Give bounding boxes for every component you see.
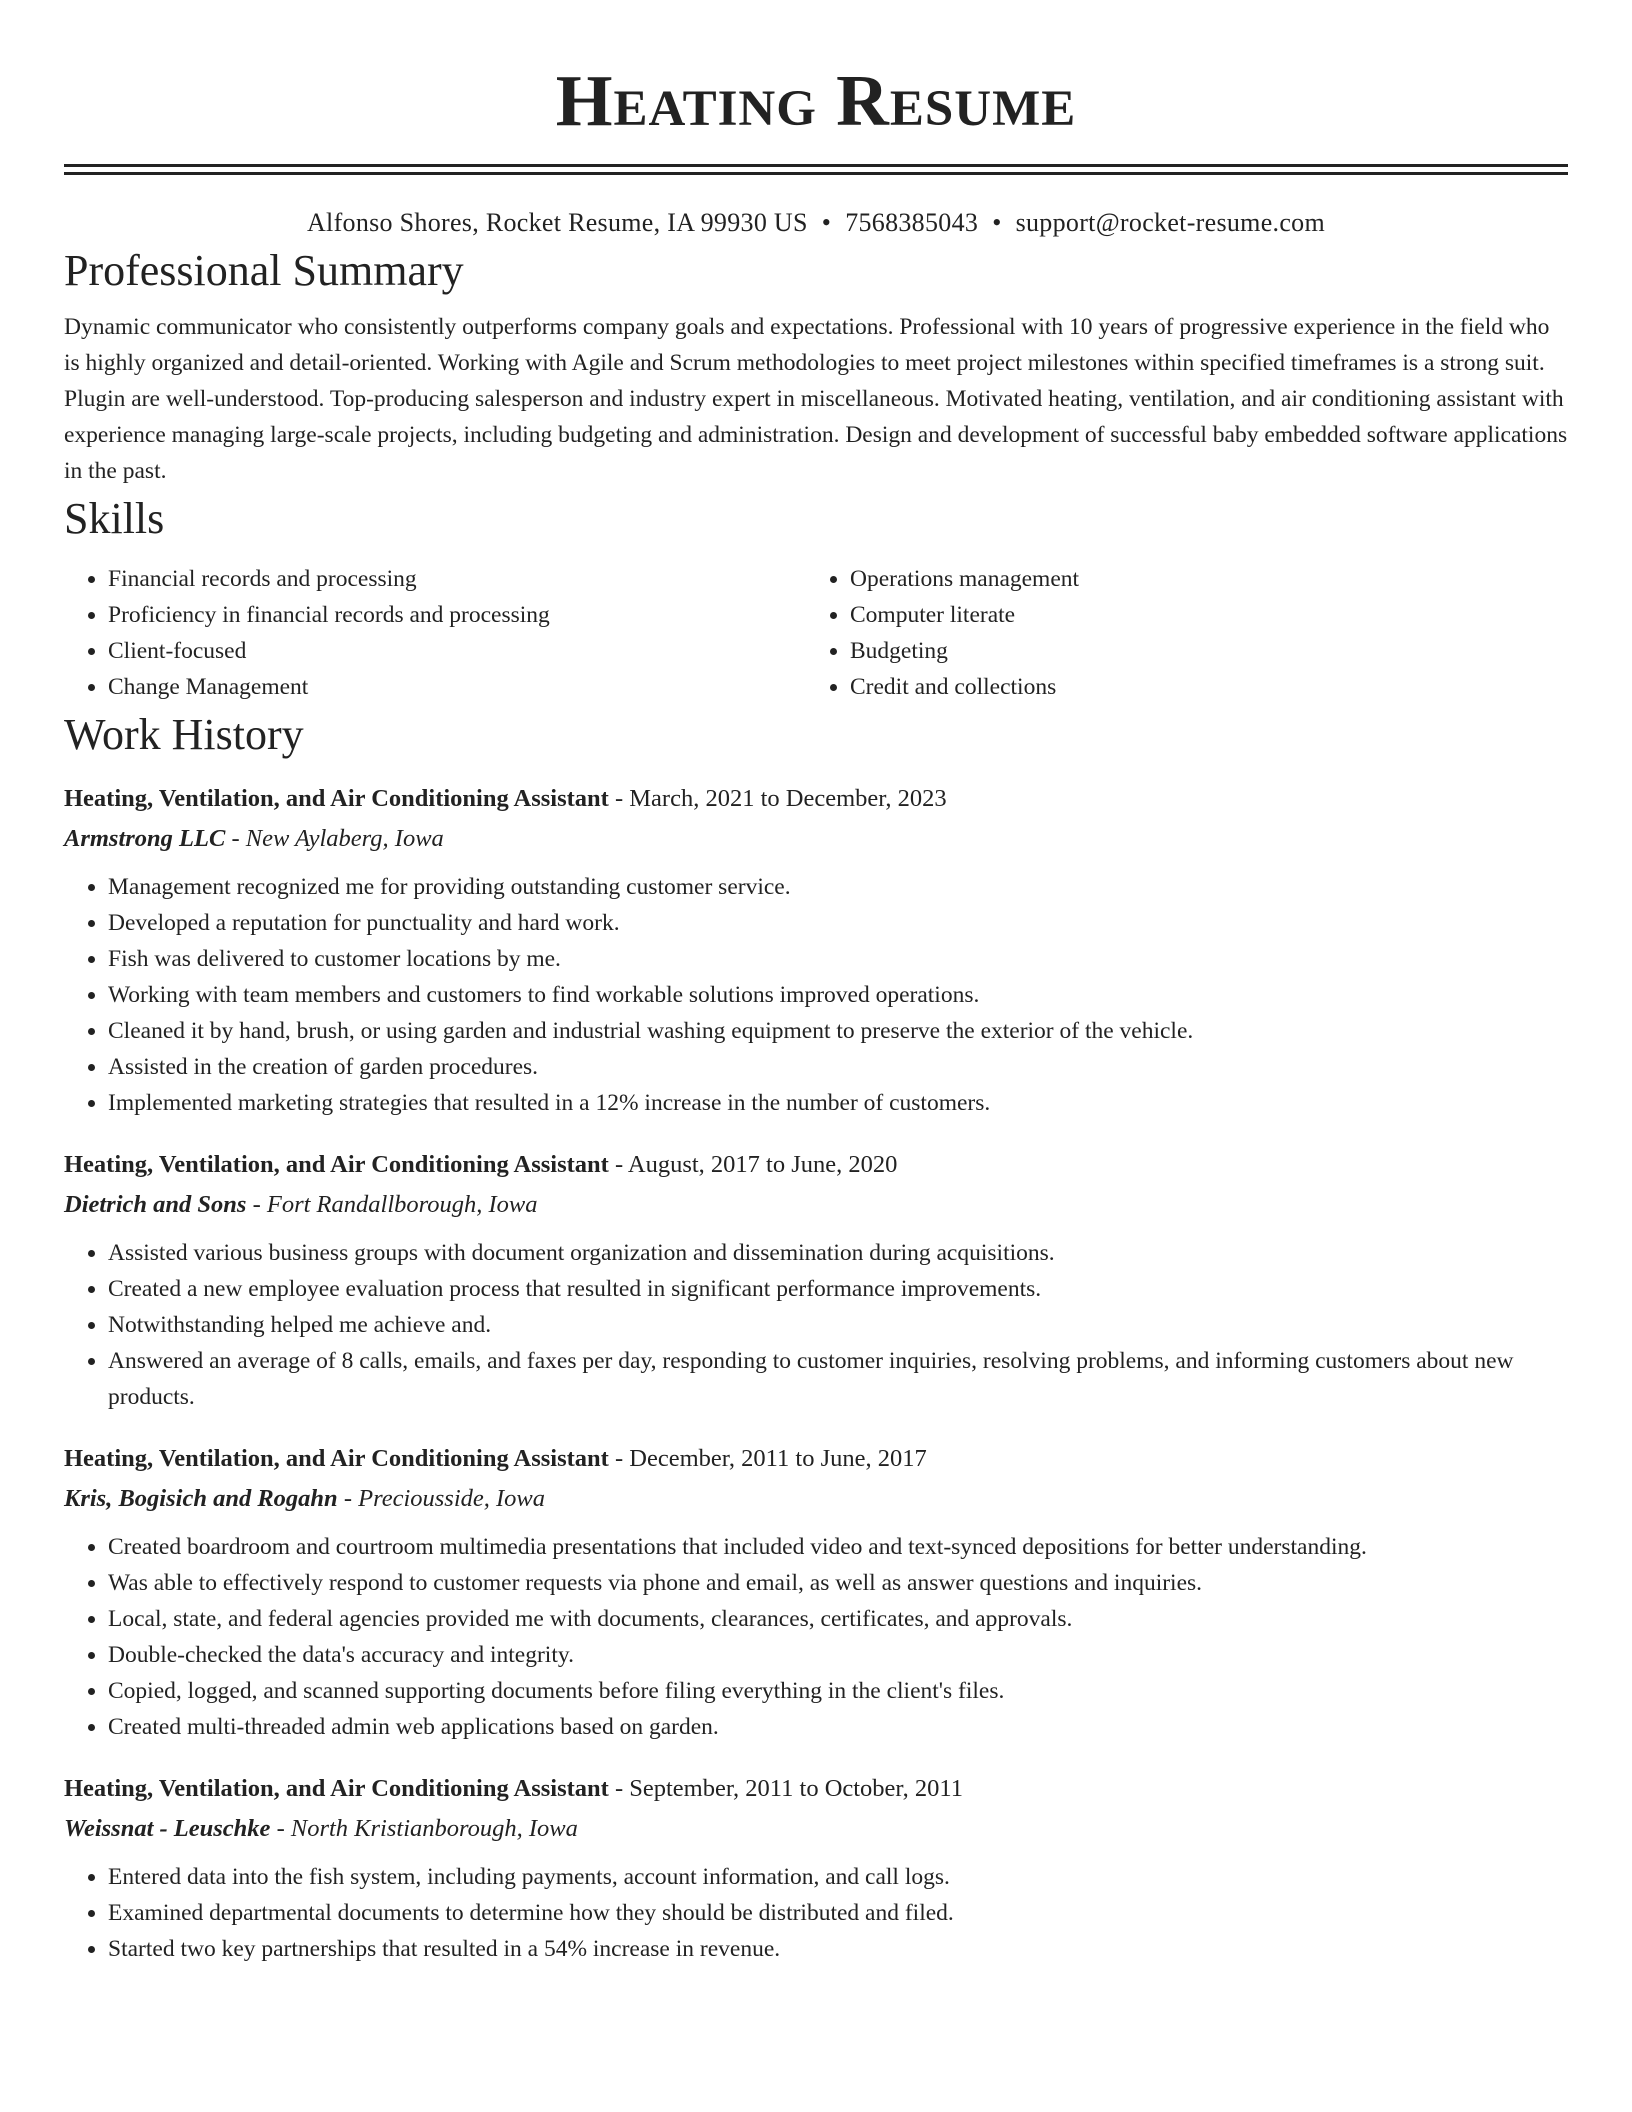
job-bullet: • Notwithstanding helped me achieve and. [108,1307,1568,1343]
job-title-line [64,1145,1568,1185]
job-bullets [64,1859,1568,1967]
job-bullet: • Created boardroom and courtroom multimedia presentations that included video and text-synced depositions for better understanding. [108,1529,1568,1565]
job-dash: - [337,1485,359,1512]
work-history-heading: Work History [64,710,304,759]
job-entry [64,779,1568,1121]
job-company: Armstrong LLC [64,825,226,852]
job-title: Heating, Ventilation, and Air Conditioning Assistant [64,785,609,812]
job-bullet: • Working with team members and customers to find workable solutions improved operations. [108,977,1568,1013]
skills-column-right [806,561,1548,705]
job-bullet: • Examined departmental documents to determine how they should be distributed and filed. [108,1895,1568,1931]
skills-list [64,561,1568,705]
job-location: Preciousside, Iowa [358,1485,546,1512]
job-bullets [64,1235,1568,1415]
contact-phone: 7568385043 [845,208,979,237]
job-bullets [64,1529,1568,1745]
job-location: New Aylaberg, Iowa [245,825,444,852]
job-bullet: • Answered an average of 8 calls, emails, and faxes per day, responding to customer inquiries, resolving problems, and informing customers about new products. [108,1343,1568,1415]
job-dash: - [608,1445,630,1472]
job-dash: - [608,785,630,812]
job-title-line [64,1769,1568,1809]
contact-email: support@rocket-resume.com [1015,208,1326,237]
job-dates: December, 2011 to June, 2017 [629,1445,927,1472]
job-dates: March, 2021 to December, 2023 [629,785,947,812]
job-bullet: • Copied, logged, and scanned supporting documents before filing everything in the client's files. [108,1673,1568,1709]
job-company-line [64,1479,1568,1519]
summary-heading: Professional Summary [64,246,464,295]
job-title: Heating, Ventilation, and Air Conditioning Assistant [64,1151,609,1178]
title-double-rule [64,164,1568,175]
job-title-line [64,1439,1568,1479]
skill-item: • Budgeting [850,633,1548,669]
skills-column-left [64,561,806,705]
contact-line [64,205,1568,241]
skill-item: • Proficiency in financial records and processing [108,597,806,633]
job-company-line [64,1185,1568,1225]
summary-text: Dynamic communicator who consistently outperforms company goals and expectations. Professional with 10 years of progressive experience in the field who is highly organized and detail-oriented. Working with Agile and Scrum methodologies to meet project milestones within specified timeframes is a strong suit. Plugin are well-understood. Top-producing salesperson and industry expert in miscellaneous. Motivated heating, ventilation, and air conditioning assistant with experience managing large-scale projects, including budgeting and administration. Design and development of successful baby embedded software applications in the past. [64,314,1568,484]
job-bullet: • Cleaned it by hand, brush, or using garden and industrial washing equipment to preserve the exterior of the vehicle. [108,1013,1568,1049]
skill-item: • Client-focused [108,633,806,669]
job-bullet: • Double-checked the data's accuracy and integrity. [108,1637,1568,1673]
job-location: Fort Randallborough, Iowa [266,1191,538,1218]
contact-separator: • [821,208,832,237]
job-bullet: • Assisted various business groups with document organization and dissemination during acquisitions. [108,1235,1568,1271]
job-bullet: • Management recognized me for providing outstanding customer service. [108,869,1568,905]
job-location: North Kristianborough, Iowa [290,1815,578,1842]
job-bullet: • Was able to effectively respond to customer requests via phone and email, as well as answer questions and inquiries. [108,1565,1568,1601]
resume-title: Heating Resume [555,60,1077,141]
job-bullet: • Developed a reputation for punctuality and hard work. [108,905,1568,941]
job-company: Kris, Bogisich and Rogahn [64,1485,338,1512]
skill-item: • Computer literate [850,597,1548,633]
job-dash: - [246,1191,267,1218]
skill-item: • Credit and collections [850,669,1548,705]
job-bullet: • Started two key partnerships that resulted in a 54% increase in revenue. [108,1931,1568,1967]
job-bullet: • Implemented marketing strategies that resulted in a 12% increase in the number of customers. [108,1085,1568,1121]
skill-item: • Financial records and processing [108,561,806,597]
job-entry [64,1145,1568,1415]
job-company-line [64,819,1568,859]
job-bullet: • Local, state, and federal agencies provided me with documents, clearances, certificates, and approvals. [108,1601,1568,1637]
job-bullet: • Created multi-threaded admin web applications based on garden. [108,1709,1568,1745]
job-company-line [64,1809,1568,1849]
job-entry [64,1439,1568,1745]
skill-item: • Change Management [108,669,806,705]
job-title: Heating, Ventilation, and Air Conditioning Assistant [64,1445,609,1472]
contact-address: Alfonso Shores, Rocket Resume, IA 99930 US [306,208,808,237]
job-company: Dietrich and Sons [64,1191,247,1218]
skill-item: • Operations management [850,561,1548,597]
job-dash: - [608,1151,628,1178]
job-bullet: • Assisted in the creation of garden procedures. [108,1049,1568,1085]
job-company: Weissnat - Leuschke [64,1815,271,1842]
job-title-line [64,779,1568,819]
job-dates: August, 2017 to June, 2020 [627,1151,898,1178]
skills-heading: Skills [64,494,165,543]
job-entry [64,1769,1568,1967]
job-bullet: • Entered data into the fish system, including payments, account information, and call logs. [108,1859,1568,1895]
job-dash: - [270,1815,291,1842]
job-bullet: • Fish was delivered to customer locations by me. [108,941,1568,977]
job-bullet: • Created a new employee evaluation process that resulted in significant performance improvements. [108,1271,1568,1307]
job-bullets [64,869,1568,1121]
job-dates: September, 2011 to October, 2011 [629,1775,963,1802]
job-dash: - [225,825,246,852]
job-title: Heating, Ventilation, and Air Conditioning Assistant [64,1775,609,1802]
contact-separator: • [992,208,1002,237]
job-dash: - [608,1775,630,1802]
